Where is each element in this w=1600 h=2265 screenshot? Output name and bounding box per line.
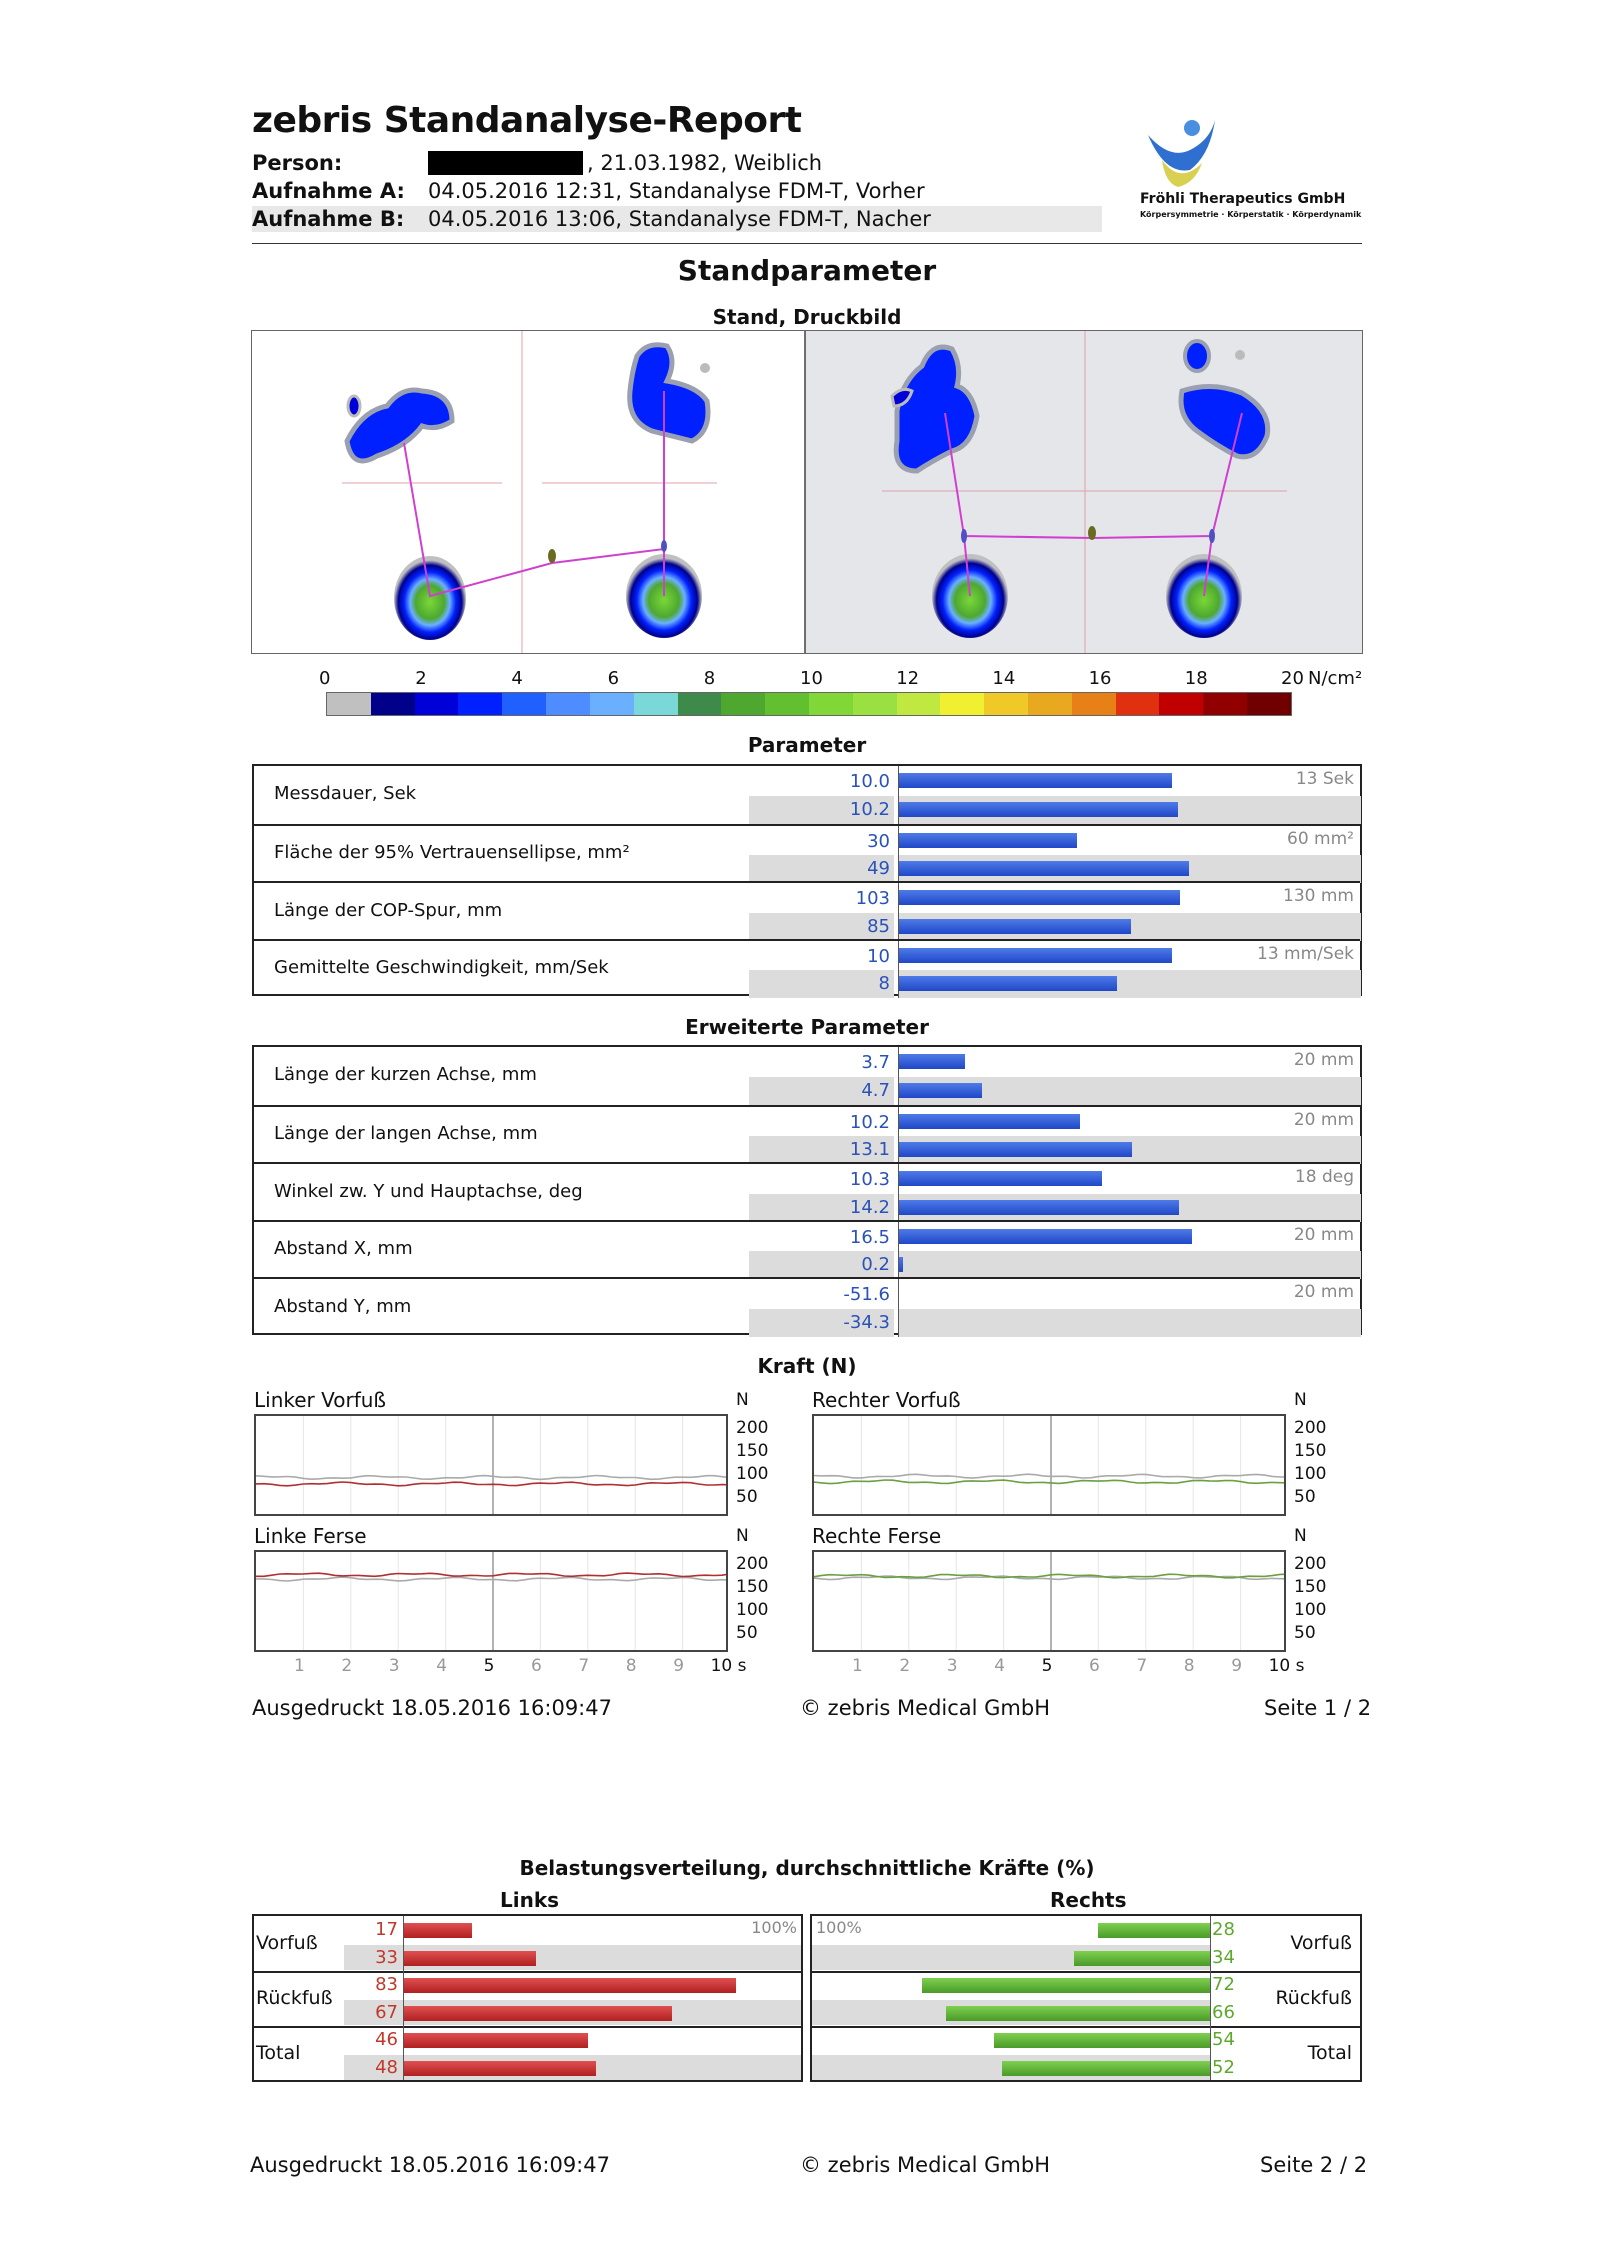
force-series-line — [256, 1573, 728, 1576]
distribution-row-label: Rückfuß — [1275, 1987, 1352, 2009]
scale-swatch — [546, 693, 590, 715]
scale-swatch — [1116, 693, 1160, 715]
parameter-row — [254, 881, 1360, 941]
parameter-label: Messdauer, Sek — [274, 782, 417, 804]
scale-tick: 16 — [1088, 668, 1112, 689]
distribution-value: 67 — [375, 2001, 398, 2023]
time-axis-tick: 9 — [673, 1656, 685, 1676]
parameter-bar-a — [899, 833, 1077, 848]
report-title: zebris Standanalyse-Report — [252, 100, 802, 141]
force-chart-tick: 50 — [1294, 1623, 1316, 1643]
parameter-bar-b — [899, 1257, 903, 1272]
scale-swatch — [853, 693, 897, 715]
scale-tick: 14 — [992, 668, 1016, 689]
distribution-value: 33 — [375, 1946, 398, 1968]
parameter-bar-b — [899, 976, 1117, 991]
scale-swatch — [897, 693, 941, 715]
time-axis-tick: 6 — [531, 1656, 542, 1676]
scale-unit: N/cm² — [1308, 668, 1363, 689]
parameter-bar-a — [899, 1054, 965, 1069]
force-chart-tick: 50 — [736, 1487, 758, 1507]
force-chart-title: Rechte Ferse — [812, 1524, 942, 1548]
footer2-copyright: © zebris Medical GmbH — [800, 2153, 1051, 2177]
parameter-value-a: 30 — [867, 830, 890, 852]
force-chart-plot — [254, 1550, 728, 1652]
distribution-bar — [1098, 1923, 1210, 1938]
time-axis-tick: 10 s — [1268, 1656, 1305, 1676]
scale-swatch — [1072, 693, 1116, 715]
distribution-left-table — [252, 1914, 803, 2082]
force-chart-plot — [812, 1414, 1286, 1516]
parameter-value-b: 85 — [749, 913, 894, 941]
parameter-row — [254, 766, 1360, 824]
time-axis-tick: 7 — [578, 1656, 590, 1676]
person-row — [252, 150, 1102, 176]
force-chart-tick: 150 — [736, 1577, 769, 1597]
force-chart-plot — [254, 1414, 728, 1516]
time-axis-tick: 8 — [625, 1656, 637, 1676]
parameter-value-b: 0.2 — [749, 1251, 894, 1279]
parameter-max: 13 mm/Sek — [1257, 943, 1354, 964]
parameter-row — [254, 1047, 1360, 1105]
parameter-bar-b — [899, 1200, 1179, 1215]
time-axis-tick: 2 — [899, 1656, 911, 1676]
recording-b-value: 04.05.2016 13:06, Standanalyse FDM-T, Nacher — [428, 207, 931, 231]
footer2-printed: Ausgedruckt 18.05.2016 16:09:47 — [250, 2153, 610, 2177]
force-chart-tick: 50 — [736, 1623, 758, 1643]
distribution-row-label: Vorfuß — [1290, 1932, 1352, 1954]
scale-tick: 4 — [511, 668, 523, 689]
parameter-label: Länge der kurzen Achse, mm — [274, 1063, 537, 1085]
time-axis-tick: 7 — [1136, 1656, 1148, 1676]
recording-b-row — [252, 206, 1102, 232]
force-series-line — [256, 1577, 728, 1581]
time-axis-tick: 9 — [1231, 1656, 1243, 1676]
parameter-row — [254, 824, 1360, 884]
parameter-bar-track — [899, 1309, 1361, 1337]
force-chart-tick: 150 — [736, 1441, 769, 1461]
force-series-line — [256, 1482, 728, 1486]
scale-swatch — [678, 693, 722, 715]
pressure-image-panel — [251, 330, 1363, 654]
force-series-line — [256, 1476, 728, 1480]
recording-a-row — [252, 178, 1102, 204]
time-axis-tick: 4 — [436, 1656, 448, 1676]
scale-swatch — [634, 693, 678, 715]
time-axis-tick: 10 s — [710, 1656, 747, 1676]
distribution-value: 72 — [1212, 1974, 1235, 1995]
scale-swatch — [984, 693, 1028, 715]
time-axis-tick: 5 — [483, 1656, 495, 1676]
distribution-row-divider — [812, 1971, 1360, 1973]
company-logo — [1140, 115, 1370, 225]
distribution-bar — [994, 2033, 1210, 2048]
distribution-bar — [404, 2061, 596, 2076]
scale-tick: 18 — [1184, 668, 1208, 689]
parameter-max: 20 mm — [1293, 1224, 1354, 1245]
parameter-value-a: 103 — [855, 888, 890, 909]
scale-tick: 20 — [1281, 668, 1304, 689]
force-chart-tick: 200 — [736, 1418, 769, 1438]
scale-swatch — [721, 693, 765, 715]
force-series-line — [814, 1480, 1286, 1484]
ext-parameter-table — [252, 1045, 1362, 1335]
force-series-line — [814, 1474, 1286, 1478]
force-chart-tick: 200 — [1294, 1418, 1327, 1438]
distribution-value: 54 — [1212, 2029, 1235, 2050]
distribution-bar — [1002, 2061, 1210, 2076]
time-axis-tick: 2 — [341, 1656, 353, 1676]
scale-tick: 8 — [703, 668, 716, 689]
scale-swatch — [371, 693, 415, 715]
force-series-line — [814, 1576, 1286, 1580]
scale-swatch — [940, 693, 984, 715]
force-chart-title: Linker Vorfuß — [254, 1388, 387, 1412]
parameter-bar-b — [899, 919, 1131, 934]
footer1-printed: Ausgedruckt 18.05.2016 16:09:47 — [252, 1696, 612, 1720]
parameter-max: 20 mm — [1293, 1050, 1354, 1070]
scale-tick: 0 — [319, 668, 331, 689]
parameter-bar-a — [899, 1229, 1192, 1244]
parameter-max: 13 Sek — [1295, 769, 1354, 789]
force-chart-tick: 150 — [1294, 1441, 1327, 1461]
header-divider — [252, 243, 1362, 244]
parameter-max: 18 deg — [1294, 1167, 1354, 1187]
distribution-row-label: Vorfuß — [256, 1932, 318, 1954]
distribution-value: 46 — [375, 2029, 398, 2050]
parameter-bar-b — [899, 1142, 1132, 1157]
force-chart-unit: N — [1294, 1390, 1307, 1410]
ext-parameter-title: Erweiterte Parameter — [685, 1015, 929, 1039]
footer1-page: Seite 1 / 2 — [1264, 1696, 1372, 1720]
parameter-row — [254, 939, 1360, 999]
time-axis-tick: 4 — [994, 1656, 1006, 1676]
scale-tick: 2 — [415, 668, 427, 689]
parameter-value-a: 10 — [867, 945, 890, 967]
distribution-left-title: Links — [500, 1888, 560, 1912]
parameter-title: Parameter — [747, 733, 867, 757]
force-chart-tick: 100 — [1294, 1600, 1327, 1620]
parameter-max: 20 mm — [1293, 1282, 1354, 1302]
time-axis-tick: 6 — [1089, 1656, 1100, 1676]
force-series-line — [814, 1574, 1286, 1578]
parameter-bar-track — [899, 1251, 1361, 1279]
logo-figure-icon — [1140, 115, 1370, 195]
distribution-bar — [946, 2006, 1210, 2021]
parameter-max: 130 mm — [1283, 886, 1354, 906]
parameter-value-b: -34.3 — [749, 1309, 894, 1337]
distribution-row-divider — [812, 2026, 1360, 2028]
distribution-value: 66 — [1212, 2001, 1235, 2023]
distribution-bar — [404, 1951, 536, 1966]
color-scale-bar — [326, 692, 1292, 716]
time-axis-tick: 1 — [852, 1656, 863, 1676]
parameter-bar-a — [899, 1114, 1080, 1129]
person-label: Person: — [252, 151, 343, 175]
force-chart-plot — [812, 1550, 1286, 1652]
parameter-bar-a — [899, 948, 1172, 963]
recording-b-label: Aufnahme B: — [252, 207, 405, 231]
force-chart-unit: N — [736, 1390, 749, 1410]
parameter-value-b: 10.2 — [749, 796, 894, 824]
force-chart-tick: 100 — [1294, 1464, 1327, 1484]
distribution-value: 83 — [375, 1974, 398, 1995]
force-chart-tick: 200 — [736, 1554, 769, 1574]
distribution-title: Belastungsverteilung, durchschnittliche Kräfte (%) — [519, 1856, 1095, 1880]
distribution-value: 17 — [375, 1919, 398, 1940]
time-axis-tick: 5 — [1041, 1656, 1053, 1676]
pressure-title: Stand, Druckbild — [712, 305, 902, 329]
force-chart-tick: 100 — [736, 1464, 769, 1484]
parameter-label: Abstand X, mm — [274, 1238, 413, 1260]
distribution-axis-line — [1210, 1916, 1211, 2080]
parameter-bar-b — [899, 802, 1178, 817]
logo-tagline: Körpersymmetrie · Körperstatik · Körperdynamik — [1140, 210, 1362, 219]
distribution-bar — [1074, 1951, 1210, 1966]
scale-swatch — [415, 693, 459, 715]
distribution-bar — [404, 1923, 472, 1938]
scale-swatch — [809, 693, 853, 715]
parameter-label: Abstand Y, mm — [274, 1295, 412, 1317]
distribution-value: 52 — [1212, 2056, 1235, 2078]
parameter-value-a: -51.6 — [843, 1284, 890, 1305]
distribution-row-label: Total — [256, 2042, 301, 2064]
force-chart-tick: 100 — [736, 1600, 769, 1620]
parameter-value-b: 49 — [749, 855, 894, 883]
logo-company-name: Fröhli Therapeutics GmbH — [1140, 191, 1346, 207]
standparameter-title: Standparameter — [677, 254, 937, 287]
distribution-right-table — [810, 1914, 1362, 2082]
time-axis-tick: 3 — [388, 1656, 400, 1676]
scale-swatch — [1203, 693, 1247, 715]
distribution-axis-line — [403, 1916, 404, 2080]
parameter-label: Fläche der 95% Vertrauensellipse, mm² — [274, 842, 630, 864]
parameter-max: 20 mm — [1293, 1109, 1354, 1130]
footer2-page: Seite 2 / 2 — [1260, 2153, 1368, 2177]
scale-swatch — [590, 693, 634, 715]
force-title: Kraft (N) — [757, 1354, 857, 1378]
scale-swatch — [765, 693, 809, 715]
scale-swatch — [327, 693, 371, 715]
parameter-max: 60 mm² — [1287, 828, 1354, 849]
parameter-row — [254, 1162, 1360, 1222]
scale-swatch — [1028, 693, 1072, 715]
force-chart-title: Linke Ferse — [254, 1524, 367, 1548]
parameter-value-a: 3.7 — [861, 1052, 890, 1073]
parameter-row — [254, 1105, 1360, 1165]
parameter-table — [252, 764, 1362, 996]
force-chart-unit: N — [736, 1526, 749, 1546]
scale-tick: 6 — [607, 668, 620, 689]
parameter-value-b: 8 — [749, 970, 894, 998]
distribution-bar — [404, 2033, 588, 2048]
parameter-value-b: 13.1 — [749, 1136, 894, 1164]
scale-swatch — [458, 693, 502, 715]
parameter-bar-b — [899, 1083, 982, 1098]
scale-tick: 10 — [800, 668, 823, 689]
force-chart-unit: N — [1294, 1526, 1307, 1546]
time-axis-tick: 1 — [294, 1656, 305, 1676]
scale-tick: 12 — [896, 668, 920, 689]
distribution-value: 48 — [375, 2056, 398, 2078]
distribution-row-label: Rückfuß — [256, 1987, 333, 2009]
parameter-axis-line — [898, 1279, 899, 1337]
parameter-row — [254, 1220, 1360, 1280]
distribution-row-divider — [254, 1971, 801, 1973]
distribution-bar — [404, 1978, 736, 1993]
parameter-bar-a — [899, 773, 1172, 788]
scale-tick-labels — [319, 668, 1325, 690]
parameter-label: Länge der COP-Spur, mm — [274, 899, 503, 921]
distribution-bar — [922, 1978, 1210, 1993]
parameter-value-a: 10.3 — [849, 1169, 890, 1190]
redacted-name — [428, 151, 583, 175]
distribution-value: 34 — [1212, 1946, 1235, 1968]
pressure-map-graphic — [252, 331, 1362, 653]
distribution-max-label: 100% — [751, 1918, 797, 1937]
parameter-row — [254, 1277, 1360, 1337]
parameter-value-a: 10.0 — [849, 771, 890, 792]
parameter-value-b: 4.7 — [749, 1077, 894, 1105]
parameter-value-b: 14.2 — [749, 1194, 894, 1222]
parameter-label: Gemittelte Geschwindigkeit, mm/Sek — [274, 957, 609, 979]
force-chart-title: Rechter Vorfuß — [812, 1388, 961, 1412]
parameter-label: Winkel zw. Y und Hauptachse, deg — [274, 1180, 583, 1202]
parameter-bar-a — [899, 1171, 1102, 1186]
recording-a-value: 04.05.2016 12:31, Standanalyse FDM-T, Vorher — [428, 179, 925, 203]
force-chart-tick: 50 — [1294, 1487, 1316, 1507]
person-value: , 21.03.1982, Weiblich — [587, 151, 823, 175]
distribution-right-title: Rechts — [1050, 1888, 1127, 1912]
footer1-copyright: © zebris Medical GmbH — [800, 1696, 1051, 1720]
parameter-bar-a — [899, 890, 1180, 905]
distribution-max-label: 100% — [816, 1918, 862, 1937]
force-chart-tick: 200 — [1294, 1554, 1327, 1574]
parameter-value-a: 16.5 — [849, 1226, 890, 1248]
parameter-bar-b — [899, 861, 1189, 876]
scale-swatch — [1159, 693, 1203, 715]
time-axis-tick: 8 — [1183, 1656, 1195, 1676]
recording-a-label: Aufnahme A: — [252, 179, 405, 203]
scale-swatch — [502, 693, 546, 715]
parameter-label: Länge der langen Achse, mm — [274, 1123, 538, 1145]
parameter-value-a: 10.2 — [849, 1111, 890, 1133]
distribution-value: 28 — [1212, 1919, 1235, 1940]
force-chart-tick: 150 — [1294, 1577, 1327, 1597]
scale-swatch — [1247, 693, 1291, 715]
distribution-row-divider — [254, 2026, 801, 2028]
distribution-row-label: Total — [1307, 2042, 1352, 2064]
distribution-bar — [404, 2006, 672, 2021]
time-axis-tick: 3 — [946, 1656, 958, 1676]
